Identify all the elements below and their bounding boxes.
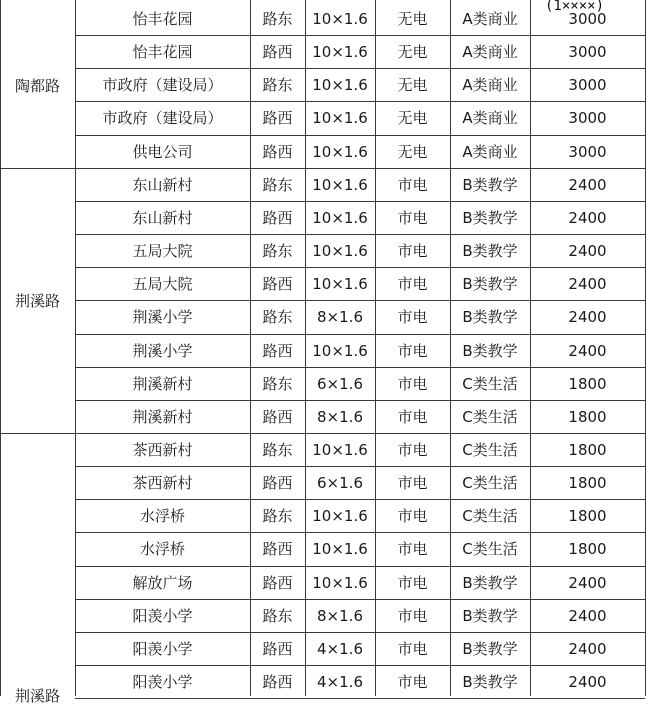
side-cell: 路西 [262, 209, 293, 227]
location-cell: 荆溪小学 [132, 342, 193, 360]
location-cell: 市政府（建设局） [102, 76, 223, 94]
type-cell: B类教学 [462, 342, 518, 360]
location-cell: 水浮桥 [139, 540, 185, 558]
type-cell: A类商业 [462, 109, 518, 127]
power-cell: 市电 [397, 540, 428, 558]
location-cell: 荆溪新村 [132, 408, 193, 426]
side-cell: 路西 [262, 673, 293, 691]
grid-row-border [75, 698, 645, 699]
side-cell: 路西 [262, 109, 293, 127]
location-cell: 怡丰花园 [132, 43, 193, 61]
power-cell: 市电 [397, 441, 428, 459]
type-cell: B类教学 [462, 176, 518, 194]
type-cell: A类商业 [462, 76, 518, 94]
size-cell: 10×1.6 [312, 539, 368, 558]
size-cell: 10×1.6 [312, 506, 368, 525]
size-cell: 8×1.6 [317, 407, 363, 426]
power-cell: 无电 [397, 143, 428, 161]
price-cell: 3000 [568, 75, 607, 94]
size-cell: 6×1.6 [317, 374, 363, 393]
side-cell: 路西 [262, 342, 293, 360]
price-cell: 3000 [568, 9, 607, 28]
price-cell: 1800 [568, 374, 607, 393]
size-cell: 10×1.6 [312, 241, 368, 260]
price-cell: 2400 [568, 639, 607, 658]
power-cell: 市电 [397, 640, 428, 658]
side-cell: 路西 [262, 275, 293, 293]
power-cell: 市电 [397, 574, 428, 592]
location-cell: 五局大院 [132, 242, 193, 260]
clipped-header-text [545, 0, 635, 14]
location-cell: 水浮桥 [139, 507, 185, 525]
location-cell: 解放广场 [132, 574, 193, 592]
type-cell: B类教学 [462, 607, 518, 625]
power-cell: 市电 [397, 275, 428, 293]
size-cell: 10×1.6 [312, 274, 368, 293]
side-cell: 路西 [262, 474, 293, 492]
price-cell: 3000 [568, 108, 607, 127]
location-cell: 东山新村 [132, 209, 193, 227]
type-cell: B类教学 [462, 574, 518, 592]
type-cell: C类生活 [462, 507, 518, 525]
location-cell: 怡丰花园 [132, 10, 193, 28]
location-cell: 荆溪小学 [132, 308, 193, 326]
price-cell: 2400 [568, 274, 607, 293]
side-cell: 路西 [262, 540, 293, 558]
size-cell: 4×1.6 [317, 639, 363, 658]
price-cell: 1800 [568, 539, 607, 558]
power-cell: 市电 [397, 507, 428, 525]
type-cell: A类商业 [462, 143, 518, 161]
size-cell: 10×1.6 [312, 42, 368, 61]
power-cell: 市电 [397, 308, 428, 326]
type-cell: C类生活 [462, 375, 518, 393]
price-cell: 2400 [568, 208, 607, 227]
type-cell: C类生活 [462, 408, 518, 426]
size-cell: 8×1.6 [317, 606, 363, 625]
side-cell: 路东 [262, 507, 293, 525]
location-cell: 东山新村 [132, 176, 193, 194]
power-cell: 市电 [397, 474, 428, 492]
price-cell: 2400 [568, 672, 607, 691]
type-cell: C类生活 [462, 441, 518, 459]
side-cell: 路东 [262, 308, 293, 326]
type-cell: B类教学 [462, 640, 518, 658]
side-cell: 路西 [262, 408, 293, 426]
location-cell: 阳羡小学 [132, 673, 193, 691]
size-cell: 10×1.6 [312, 573, 368, 592]
side-cell: 路东 [262, 176, 293, 194]
location-cell: 阳羡小学 [132, 640, 193, 658]
power-cell: 市电 [397, 375, 428, 393]
side-cell: 路西 [262, 574, 293, 592]
size-cell: 10×1.6 [312, 175, 368, 194]
price-cell: 2400 [568, 175, 607, 194]
price-cell: 1800 [568, 506, 607, 525]
type-cell: B类教学 [462, 242, 518, 260]
location-cell: 五局大院 [132, 275, 193, 293]
type-cell: B类教学 [462, 308, 518, 326]
location-cell: 阳羡小学 [132, 607, 193, 625]
power-cell: 市电 [397, 209, 428, 227]
price-cell: 2400 [568, 573, 607, 592]
price-cell: 1800 [568, 440, 607, 459]
size-cell: 10×1.6 [312, 9, 368, 28]
location-cell: 供电公司 [132, 143, 193, 161]
power-cell: 无电 [397, 109, 428, 127]
side-cell: 路东 [262, 76, 293, 94]
size-cell: 10×1.6 [312, 208, 368, 227]
side-cell: 路东 [262, 375, 293, 393]
power-cell: 无电 [397, 43, 428, 61]
road-group-label: 陶都路 [14, 76, 60, 95]
location-cell: 茶西新村 [132, 441, 193, 459]
road-group-label: 荆溪路 [14, 292, 60, 310]
size-cell: 10×1.6 [312, 108, 368, 127]
size-cell: 6×1.6 [317, 473, 363, 492]
power-cell: 无电 [397, 76, 428, 94]
price-cell: 2400 [568, 341, 607, 360]
power-cell: 市电 [397, 607, 428, 625]
location-cell: 荆溪新村 [132, 375, 193, 393]
side-cell: 路东 [262, 242, 293, 260]
price-cell: 1800 [568, 407, 607, 426]
size-cell: 10×1.6 [312, 75, 368, 94]
power-cell: 市电 [397, 342, 428, 360]
type-cell: B类教学 [462, 673, 518, 691]
size-cell: 8×1.6 [317, 307, 363, 326]
location-cell: 市政府（建设局） [102, 109, 223, 127]
type-cell: B类教学 [462, 275, 518, 293]
price-cell: 2400 [568, 307, 607, 326]
side-cell: 路西 [262, 143, 293, 161]
road-group-label: 荆溪路 [14, 687, 60, 705]
type-cell: C类生活 [462, 540, 518, 558]
power-cell: 市电 [397, 408, 428, 426]
side-cell: 路西 [262, 43, 293, 61]
location-cell: 茶西新村 [132, 474, 193, 492]
clipped-header-label: (1××××) [545, 0, 605, 14]
type-cell: A类商业 [462, 10, 518, 28]
price-cell: 3000 [568, 142, 607, 161]
type-cell: A类商业 [462, 43, 518, 61]
power-cell: 市电 [397, 673, 428, 691]
side-cell: 路东 [262, 10, 293, 28]
price-cell: 1800 [568, 473, 607, 492]
side-cell: 路西 [262, 640, 293, 658]
price-cell: 3000 [568, 42, 607, 61]
side-cell: 路东 [262, 441, 293, 459]
power-cell: 市电 [397, 242, 428, 260]
grid-vertical-line [645, 0, 646, 696]
price-cell: 2400 [568, 241, 607, 260]
power-cell: 市电 [397, 176, 428, 194]
size-cell: 10×1.6 [312, 440, 368, 459]
power-cell: 无电 [397, 10, 428, 28]
size-cell: 10×1.6 [312, 341, 368, 360]
size-cell: 10×1.6 [312, 142, 368, 161]
size-cell: 4×1.6 [317, 672, 363, 691]
type-cell: B类教学 [462, 209, 518, 227]
side-cell: 路东 [262, 607, 293, 625]
price-cell: 2400 [568, 606, 607, 625]
type-cell: C类生活 [462, 474, 518, 492]
